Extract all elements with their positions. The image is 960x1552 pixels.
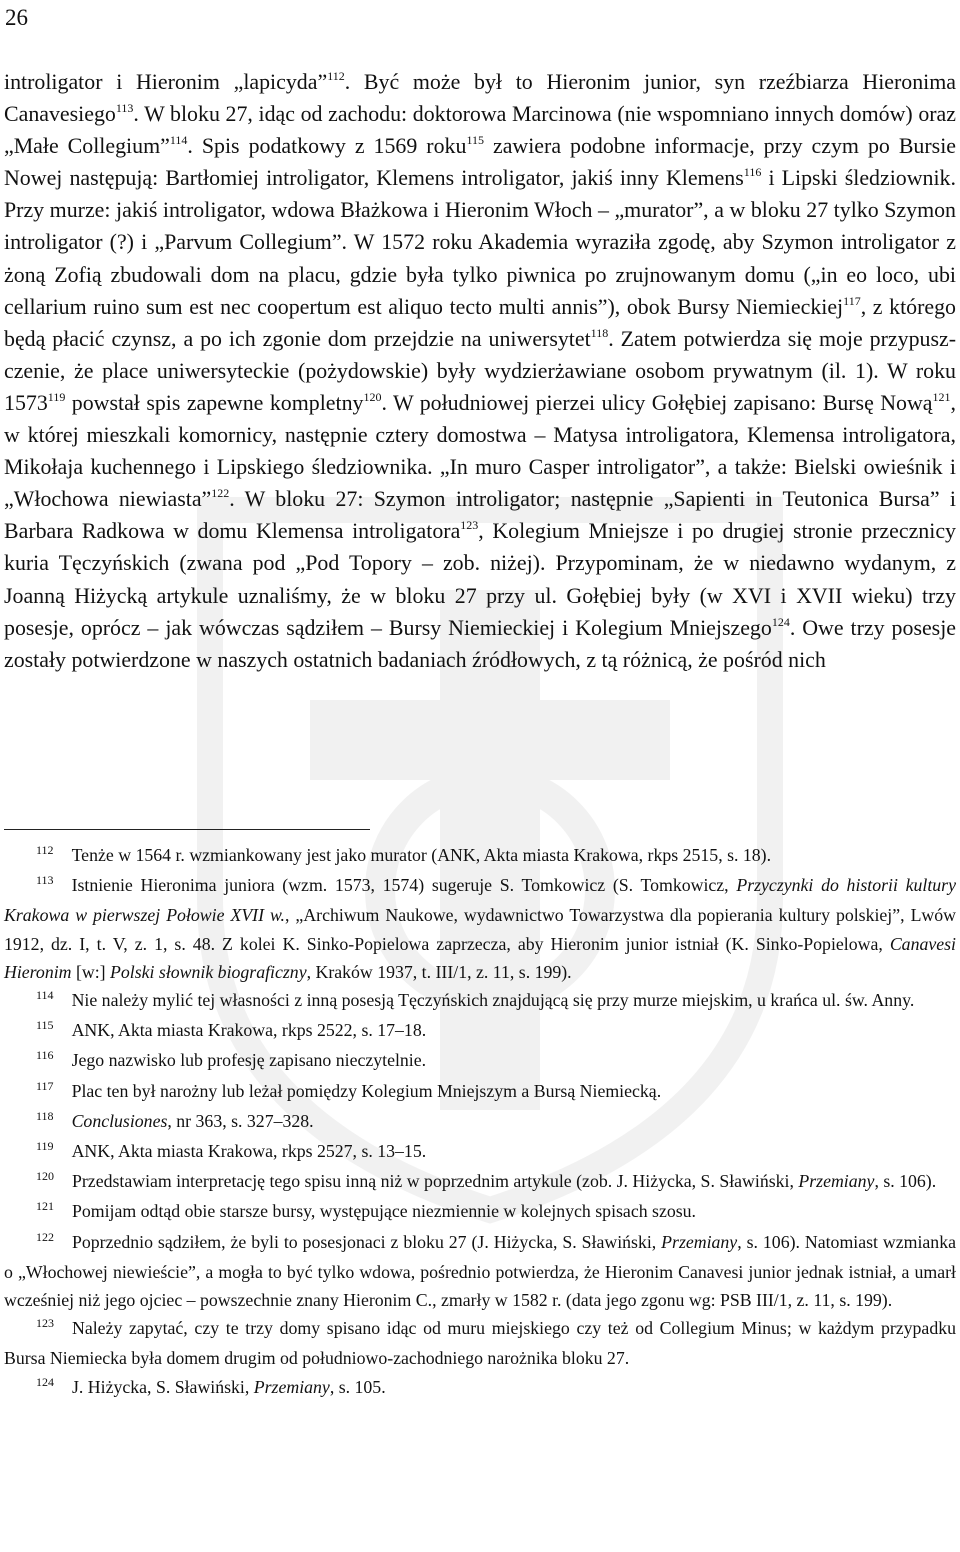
footnote-text: Pomijam odtąd obie starsze bursy, występujące niezmiennie w kolejnych spisach szosu. [72,1201,697,1222]
footnote-ref-113[interactable]: 113 [115,101,134,116]
footnote-ref-122[interactable]: 122 [211,486,230,501]
footnote-text: Jego nazwisko lub profesję zapisano nieczytelnie. [71,1050,427,1071]
body-text-run: , w której mieszkali komornicy, następnie cztery domostwa – Matysa introligatora, Klemensa introligatora, Mikołaja kuchennego i Lipskiego śledziownika. „In muro Casper introligator”, a także: Bielski owieśnik i „Włochowa niewiasta” [4,389,956,512]
footnote-text: Przedstawiam interpretację tego spisu inną niż w poprzednim artykule (zob. J. Hiżycka, S. Sławiński, [72,1171,799,1192]
footnote-121 [4,1197,956,1227]
footnote-number: 120 [36,1169,54,1184]
body-text-run: . Być może był to Hieronim junior, syn rzeźbiarza Hieronima Canavesiego [4,69,956,127]
body-text-run: i Lipski śledziownik. Przy murze: jakiś introligator, wdowa Błażkowa i Hieronim Włoch – „murator”, a w bloku 27 tylko Szymon introligator (?) i „Parvum Collegium”. W 1572 roku Akademia wyraziła zgodę, aby Szymon introligator z żoną Zofią zbudowali dom na placu, gdzie była tylko piwnica po zrujnowanym domu („in eo loco, ubi cellarium ruino sum est nec coopertum est aliquo tecto multi annis”), obok Bursy Niemieckiej [4,165,956,319]
footnote-114 [4,986,956,1016]
footnote-ref-114[interactable]: 114 [169,133,188,148]
footnote-number: 119 [36,1139,54,1154]
footnote-number: 124 [36,1374,54,1389]
footnote-text: , s. 106). [874,1171,937,1192]
body-text-run: zawiera podobne informacje, przy czym po Bursie Nowej następują: Bartłomiej introligator, Klemens introligator, jakiś inny Klemens [4,133,956,191]
footnote-number: 114 [36,988,54,1003]
footnote-number: 112 [36,843,54,857]
footnote-separator [4,829,370,830]
body-text-run: , Kolegium Mniejsze i po drugiej stronie przecznicy kuria Tęczyńskich (zwana pod „Pod Topory – zob. niżej). Przypominam, że w niedawno wydanym, z Joanną Hiżycką artykule uznaliśmy, że w bloku 27 przy ul. Gołębiej były (w XVI i XVII wieku) trzy posesje, oprócz – jak wówczas sądziłem – Bursy Niemieckiej i Kolegium Mniejszego [4,518,956,640]
footnote-text: Poprzednio sądziłem, że byli to posesjonaci z bloku 27 (J. Hiżycka, S. Sławiński, [72,1231,662,1252]
footnote-ref-121[interactable]: 121 [932,389,951,404]
footnote-title-italic: Polski słownik biograficzny [110,961,307,982]
footnote-ref-120[interactable]: 120 [363,389,382,404]
footnote-ref-117[interactable]: 117 [843,293,861,308]
body-text-run: , z którego będą płacić czynsz, a po ich zgonie dom przejdzie na uniwersytet [4,293,956,351]
footnote-number: 118 [36,1108,54,1123]
footnote-title-italic: Canavesi Hieronim [4,933,956,982]
body-text-run: . Zatem potwierdza się moje przypuszczenie, że place uniwersyteckie (pożydowskie) były wydzierżawiane osobom prywatnym (il. 1). W roku 1573 [4,325,956,415]
body-text-run: . W bloku 27, idąc od zachodu: doktorowa Marcinowa (nie wspomniano innych domów) oraz „Małe Collegium” [4,101,956,159]
footnote-115 [4,1016,956,1046]
footnote-text: Plac ten był narożny lub leżał pomiędzy Kolegium Mniejszym a Bursą Niemiecką. [71,1080,662,1101]
footnote-ref-124[interactable]: 124 [771,614,790,629]
page-number: 26 [5,5,28,30]
footnote-title-italic: Przyczynki do historii kultury Krakowa w pierwszej Połowie XVII w. [4,875,956,926]
footnote-number: 121 [36,1199,54,1214]
footnote-number: 122 [36,1229,54,1244]
body-text-run: . Owe trzy posesje zostały potwierdzone w naszych ostatnich badaniach źródłowych, z tą różnicą, że pośród nich [4,614,956,672]
footnote-text: Nie należy mylić tej własności z inną posesją Tęczyńskich znajdującą się przy murze miejskim, u krańca ul. św. Anny. [71,990,915,1011]
footnote-text: Należy zapytać, czy te trzy domy spisano idąc od muru miejskiego czy też od Collegium Minus; w każdym przypadku Bursa Niemiecka była domem drugim od południowo-zachodniego narożnika bloku 27. [4,1318,956,1369]
footnote-title-italic: Przemiany [661,1231,738,1252]
body-text-run: . Spis podatkowy z 1569 roku [187,133,467,159]
footnote-title-italic: Przemiany [798,1171,875,1192]
footnote-122 [4,1228,956,1315]
footnote-120 [4,1167,956,1197]
footnote-ref-123[interactable]: 123 [460,518,479,533]
footnote-113 [4,871,956,986]
body-text-run: powstał spis zapewne kompletny [65,389,364,415]
footnote-117 [4,1077,956,1107]
main-body-text [4,66,956,676]
footnote-ref-116[interactable]: 116 [743,165,762,180]
footnote-ref-115[interactable]: 115 [466,133,484,148]
footnote-text: ANK, Akta miasta Krakowa, rkps 2527, s. 13–15. [71,1141,427,1162]
footnote-ref-118[interactable]: 118 [590,325,609,340]
footnote-text: Tenże w 1564 r. wzmiankowany jest jako murator (ANK, Akta miasta Krakowa, rkps 2515, s. 18). [71,845,772,865]
body-text-run: . W bloku 27: Szymon introligator; następnie „Sapienti in Teutonica Bursa” i Barbara Radkowa w domu Klemensa introligatora [4,486,956,544]
footnotes-section [4,841,956,1403]
body-text-run: . W południowej pierzei ulicy Gołębiej zapisano: Bursę Nową [381,389,933,415]
footnote-112 [4,841,956,871]
footnote-text: , s. 106). Natomiast wzmianka o „Włochowej niewieście”, a mogła to być tylko wdowa, pośrednio potwierdza, że Hieronim Canavesi junior jednak istniał, a umarł wcześniej niż jego ojciec – powszechnie znany Hieronim C., zmarły w 1582 r. (data jego zgonu wg: PSB III/1, z. 11, s. 199). [4,1231,956,1311]
footnote-119 [4,1137,956,1167]
footnote-ref-119[interactable]: 119 [47,389,66,404]
footnote-text: ANK, Akta miasta Krakowa, rkps 2522, s. 17–18. [71,1020,427,1041]
footnote-text: , nr 363, s. 327–328. [167,1110,314,1131]
footnote-ref-112[interactable]: 112 [327,69,345,83]
footnote-number: 116 [36,1048,54,1063]
body-text-run: introligator i Hieronim „lapicyda” [4,69,328,94]
footnote-number: 113 [36,873,54,888]
footnote-text: J. Hiżycka, S. Sławiński, [72,1376,254,1397]
footnote-124 [4,1373,956,1403]
footnote-title-italic: Przemiany [253,1376,330,1397]
footnote-text: [w:] [71,961,111,982]
footnote-text: , „Archiwum Naukowe, wydawnictwo Towarzystwa dla popierania kultury polskiej”, Lwów 1912, dz. I, t. V, z. 1, s. 48. Z kolei K. Sinko-Popielowa zaprzecza, aby Hieronim junior istniał (K. Sinko-Popielowa, [4,905,957,954]
footnote-text: Istnienie Hieronima juniora (wzm. 1573, 1574) sugeruje S. Tomkowicz (S. Tomkowicz, [71,875,737,896]
footnote-text: , s. 105. [329,1376,386,1397]
footnote-123 [4,1314,956,1372]
footnote-116 [4,1046,956,1076]
footnote-number: 123 [36,1316,54,1331]
footnote-text: , Kraków 1937, t. III/1, z. 11, s. 199). [306,961,572,982]
footnote-118 [4,1107,956,1137]
footnote-number: 115 [36,1018,54,1033]
footnote-number: 117 [36,1078,54,1093]
footnote-title-italic: Conclusiones [71,1110,168,1131]
body-paragraph [4,66,956,676]
